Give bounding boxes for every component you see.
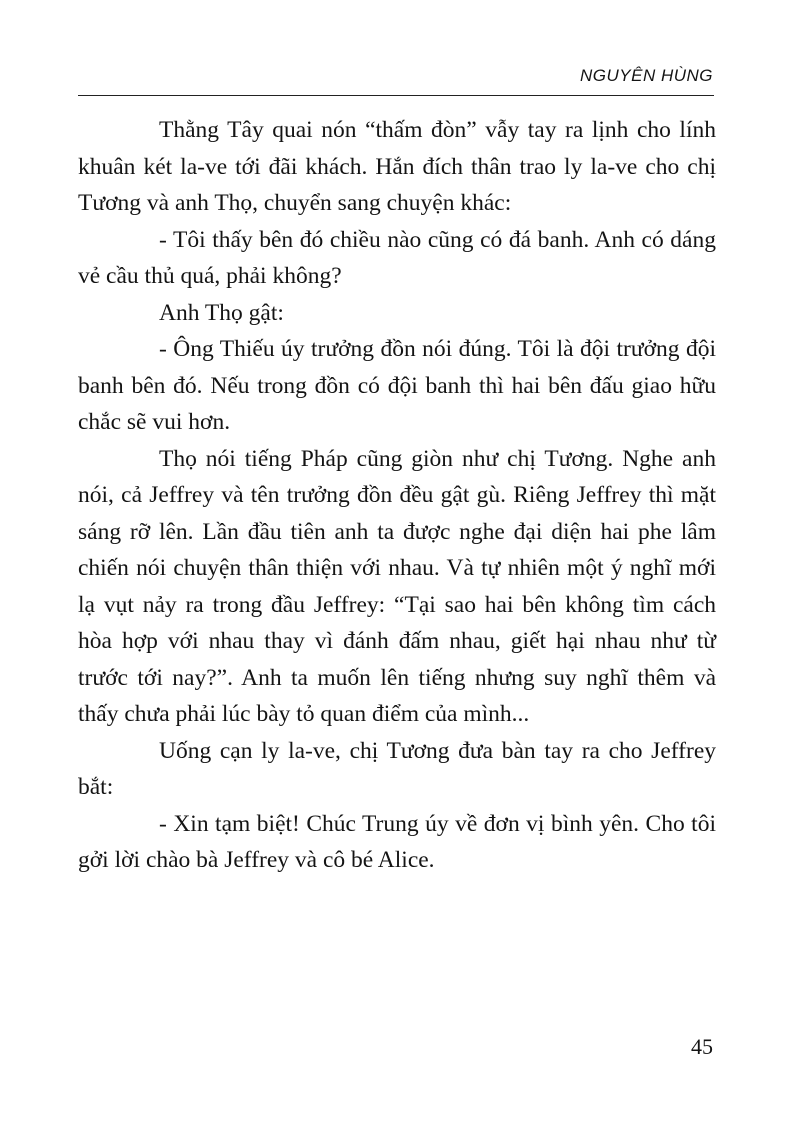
page-number: 45: [691, 1034, 713, 1059]
paragraph: - Tôi thấy bên đó chiều nào cũng có đá banh. Anh có dáng vẻ cầu thủ quá, phải không?: [78, 226, 716, 289]
paragraph: - Ông Thiếu úy trưởng đồn nói đúng. Tôi là đội trưởng đội banh bên đó. Nếu trong đồn có đội banh thì hai bên đấu giao hữu chắc sẽ vui hơn.: [78, 336, 716, 435]
header-rule: [78, 95, 714, 96]
paragraph: - Xin tạm biệt! Chúc Trung úy về đơn vị bình yên. Cho tôi gởi lời chào bà Jeffrey và cô bé Alice.: [78, 810, 716, 873]
body-text: [78, 112, 716, 879]
paragraph: Thằng Tây quai nón “thấm đòn” vẫy tay ra lịnh cho lính khuân két la-ve tới đãi khách. Hắn đích thân trao ly la-ve cho chị Tương và anh Thọ, chuyển sang chuyện khác:: [78, 117, 716, 216]
paragraph: Uống cạn ly la-ve, chị Tương đưa bàn tay ra cho Jeffrey bắt:: [78, 737, 716, 800]
running-title: NGUYÊN HÙNG: [579, 66, 713, 85]
paragraph: Thọ nói tiếng Pháp cũng giòn như chị Tương. Nghe anh nói, cả Jeffrey và tên trưởng đồn đều gật gù. Riêng Jeffrey thì mặt sáng rỡ lên. Lần đầu tiên anh ta được nghe đại diện hai phe lâm chiến nói chuyện thân thiện với nhau. Và tự nhiên một ý nghĩ mới lạ vụt nảy ra trong đầu Jeffrey: “Tại sao hai bên không tìm cách hòa hợp với nhau thay vì đánh đấm nhau, giết hại nhau như từ trước tới nay?”. Anh ta muốn lên tiếng nhưng suy nghĩ thêm và thấy chưa phải lúc bày tỏ quan điểm của mình...: [78, 445, 716, 727]
paragraph: Anh Thọ gật:: [159, 299, 284, 326]
